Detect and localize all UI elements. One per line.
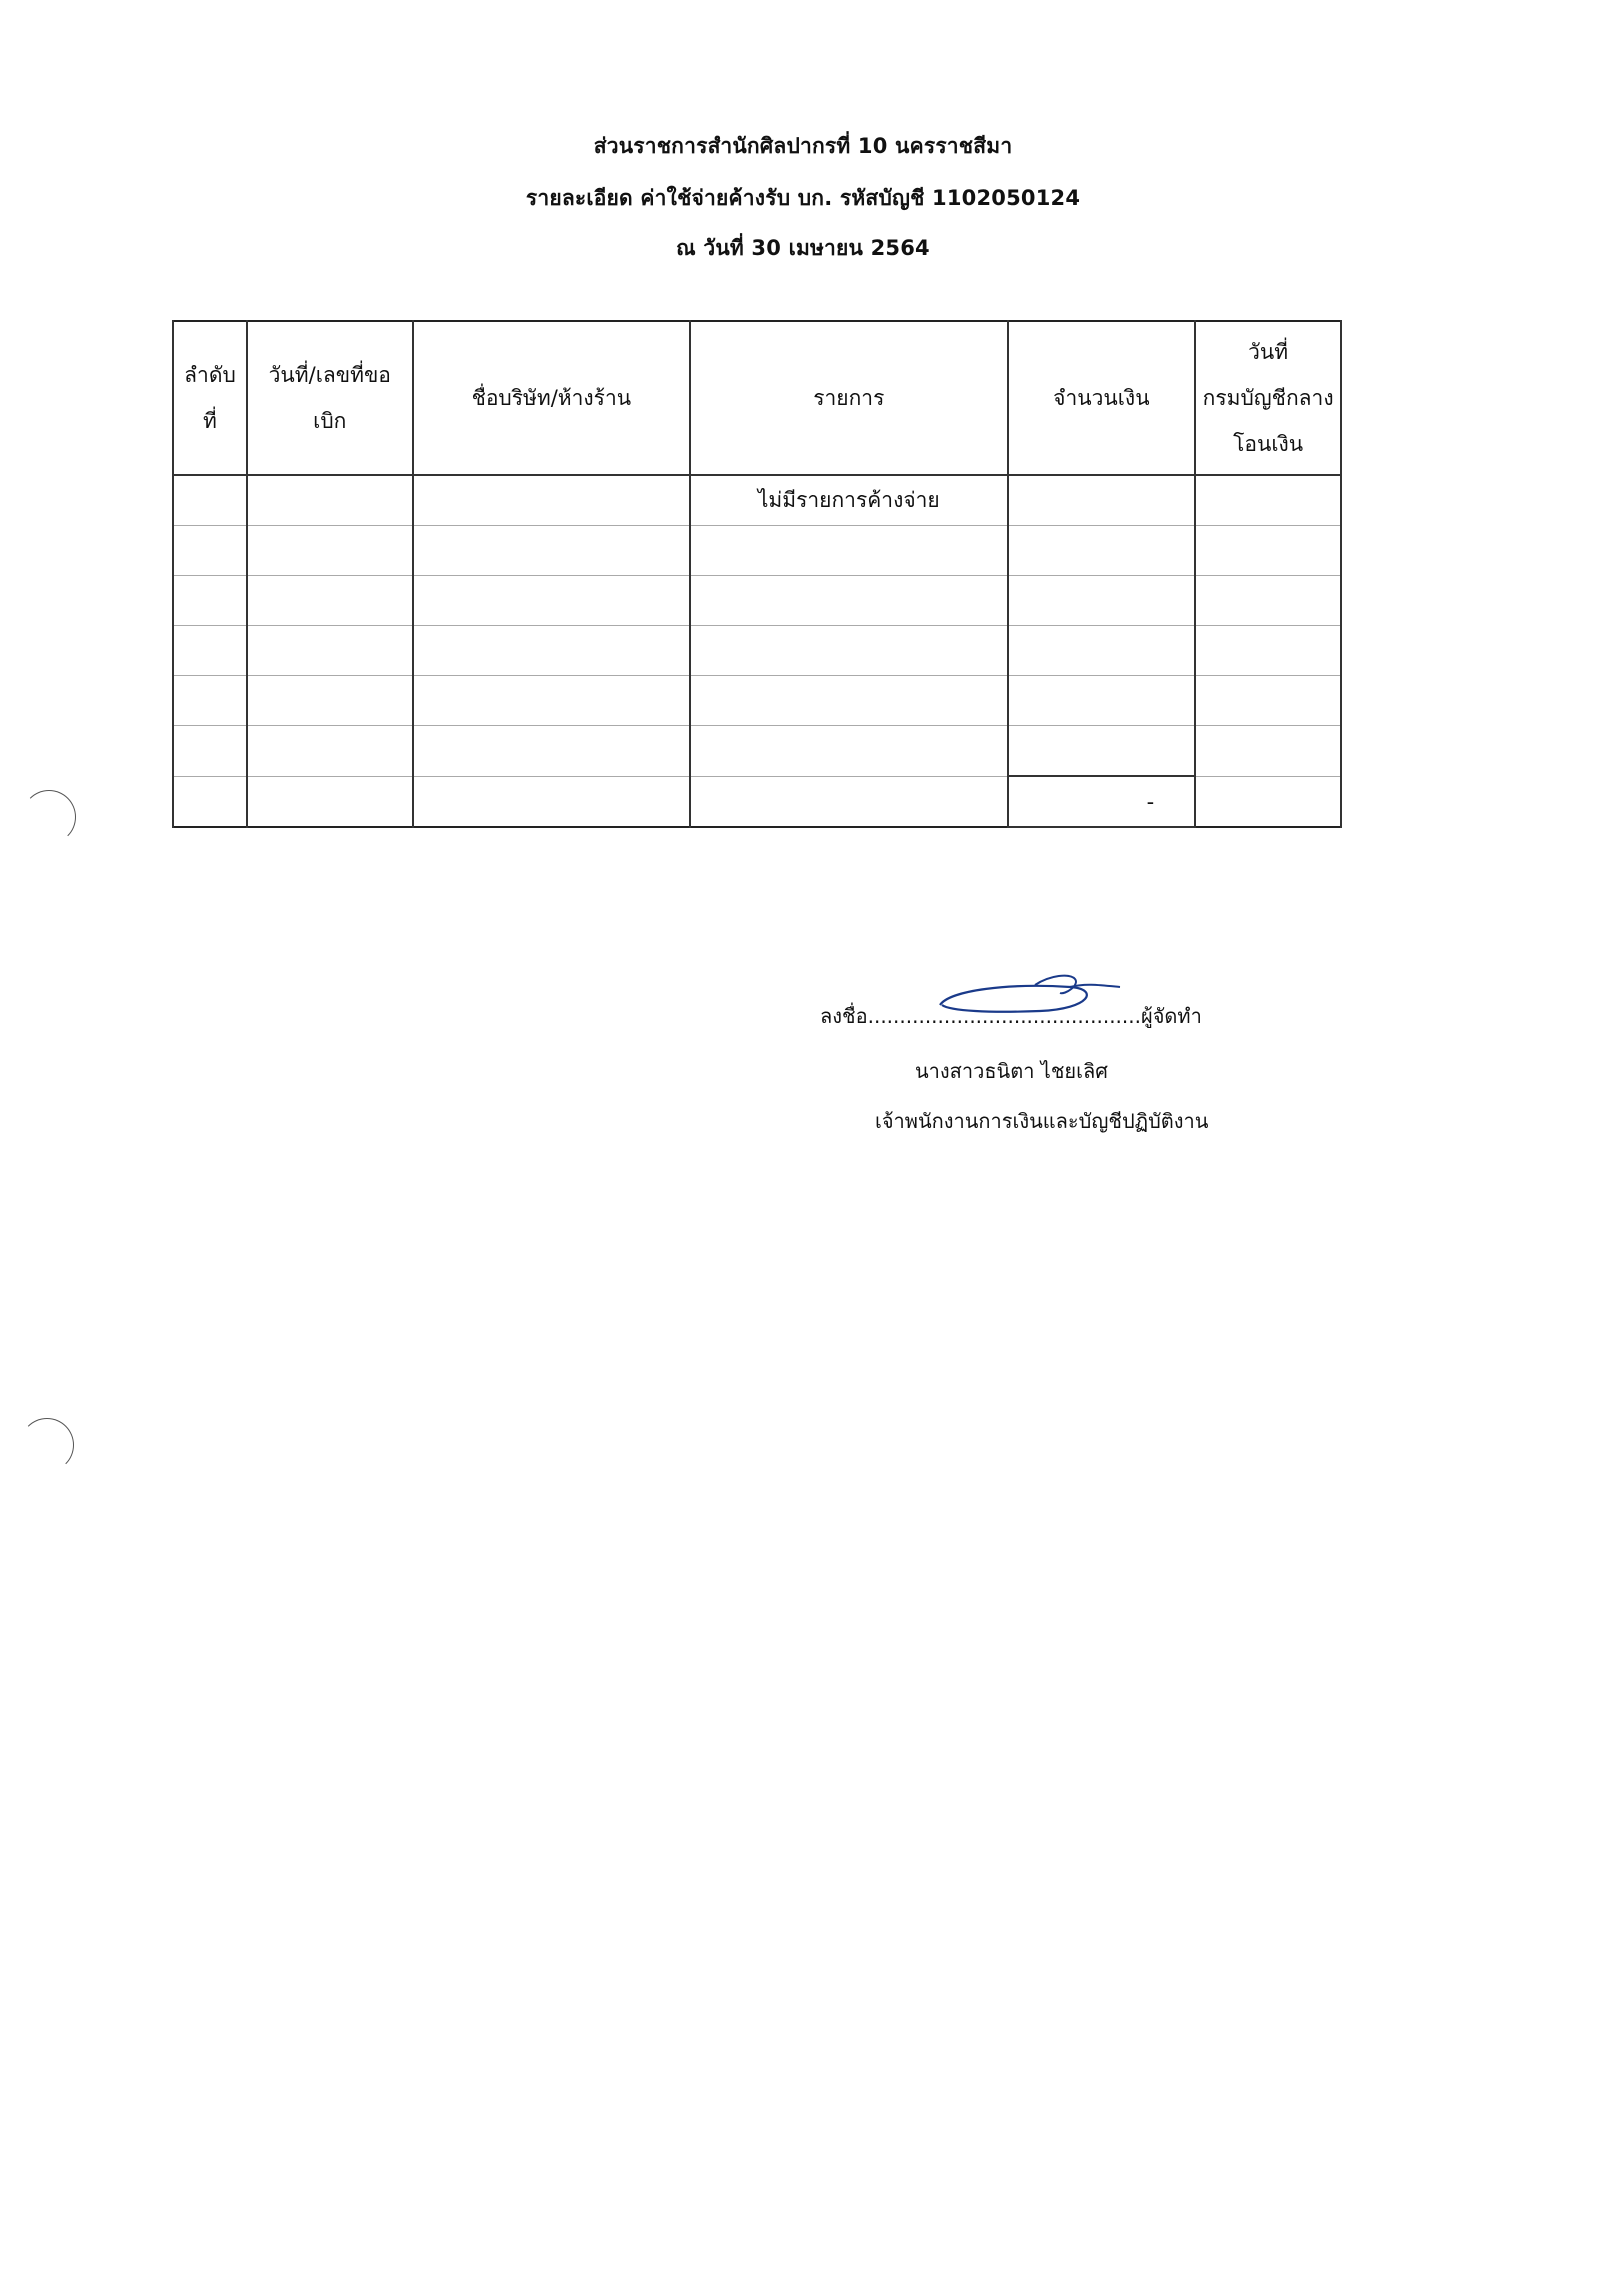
expense-table [172, 320, 1342, 828]
col-header-item: รายการ [690, 321, 1007, 475]
col-header-transfer-date: วันที่ กรมบัญชีกลาง โอนเงิน [1195, 321, 1341, 475]
signer-name: นางสาวธนิตา ไชยเลิศ [915, 1059, 1108, 1083]
table-row [173, 676, 1341, 726]
punch-hole-mark [20, 1418, 74, 1472]
report-title: รายละเอียด ค่าใช้จ่ายค้างรับ บก. รหัสบัญชี 1102050124 [525, 186, 1081, 210]
table-row [173, 776, 1341, 827]
table-row [173, 475, 1341, 526]
department-title: ส่วนราชการสำนักศิลปากรที่ 10 นครราชสีมา [593, 134, 1013, 158]
report-date: ณ วันที่ 30 เมษายน 2564 [676, 236, 930, 260]
table-row [173, 576, 1341, 626]
table-header-row [173, 321, 1341, 475]
no-outstanding-note: ไม่มีรายการค้างจ่าย [690, 475, 1007, 526]
total-amount: - [1008, 776, 1196, 827]
table-row [173, 526, 1341, 576]
signer-position: เจ้าพนักงานการเงินและบัญชีปฏิบัติงาน [875, 1109, 1209, 1133]
table-row [173, 726, 1341, 777]
table-row [173, 626, 1341, 676]
col-header-date-doc: วันที่/เลขที่ขอ เบิก [247, 321, 413, 475]
punch-hole-mark [22, 790, 76, 844]
signature-line: ลงชื่อ...........................................ผู้จัดทำ [820, 1004, 1202, 1028]
col-header-amount: จำนวนเงิน [1008, 321, 1196, 475]
col-header-seq: ลำดับ ที่ [173, 321, 247, 475]
col-header-company: ชื่อบริษัท/ห้างร้าน [413, 321, 690, 475]
